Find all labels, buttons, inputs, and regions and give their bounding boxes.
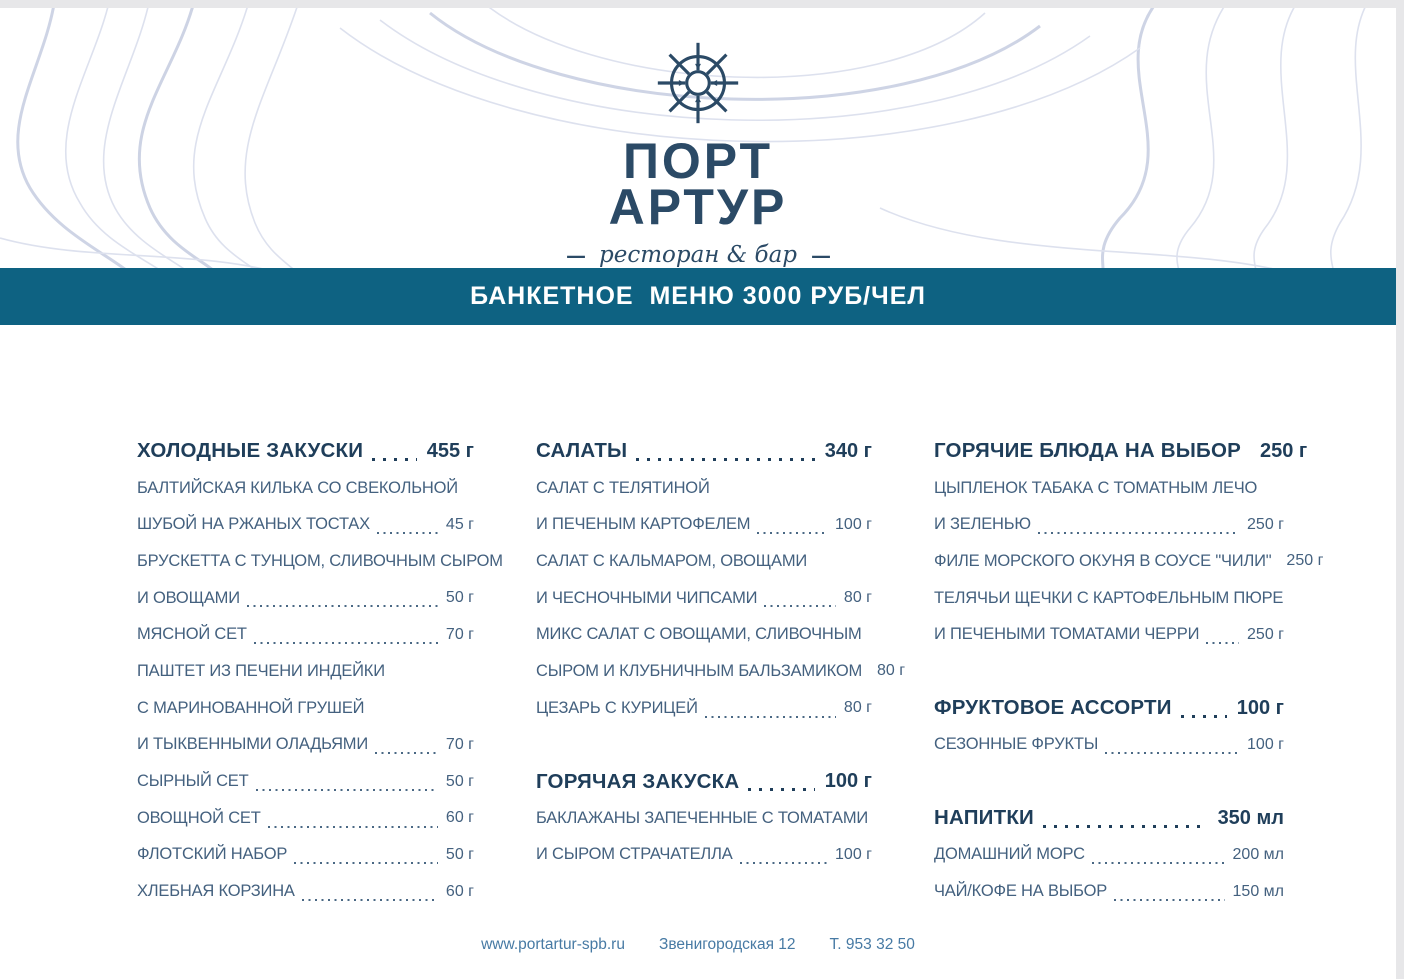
item-name: САЛАТ С ТЕЛЯТИНОЙ [536,478,710,497]
dotted-leader [757,532,827,534]
item-weight: 60 г [445,882,474,900]
dotted-leader [372,458,417,461]
item-name: И ПЕЧЕНЫМ КАРТОФЕЛЕМ [536,515,751,534]
dotted-leader [1206,642,1239,644]
menu-item-row [536,690,872,727]
logo-subtitle [566,242,830,268]
menu-item-row [536,837,872,874]
logo-title-line2: АРТУР [608,179,788,235]
dotted-leader [254,642,438,644]
menu-item-row [137,580,474,617]
dotted-leader [302,899,438,901]
dotted-leader [1114,899,1224,901]
item-weight: 50 г [445,845,474,863]
section-header-row [934,433,1308,470]
menu-item-row [137,470,474,507]
item-name: И СЫРОМ СТРАЧАТЕЛЛА [536,845,733,864]
item-name: БАЛТИЙСКАЯ КИЛЬКА СО СВЕКОЛЬНОЙ [137,478,458,497]
section-weight: 100 г [1236,696,1284,719]
footer-contacts [0,936,1396,954]
item-weight: 250 г [1286,552,1324,570]
dotted-leader [1043,825,1208,828]
item-name: СЫРНЫЙ СЕТ [137,772,249,791]
item-name: СЕЗОННЫЕ ФРУКТЫ [934,735,1099,754]
menu-item-row [137,763,474,800]
item-name: ФЛОТСКИЙ НАБОР [137,845,288,864]
item-name: БРУСКЕТТА С ТУНЦОМ, СЛИВОЧНЫМ СЫРОМ [137,551,503,570]
item-weight: 100 г [1247,735,1284,753]
section-header-row [536,433,872,470]
section-weight: 250 г [1259,439,1308,462]
menu-item-row [536,543,872,580]
menu-item-row [934,873,1284,910]
menu-item-row [536,800,872,837]
menu-item-row [137,653,474,690]
menu-columns [0,433,1396,910]
menu-section [934,800,1284,910]
section-weight: 100 г [824,770,872,793]
item-name: ЧАЙ/КОФЕ НА ВЫБОР [934,882,1108,901]
menu-item-row [934,580,1284,617]
section-title: ГОРЯЧИЕ БЛЮДА НА ВЫБОР [934,439,1241,463]
banquet-banner [0,268,1396,325]
ship-wheel-icon [648,34,748,132]
menu-page [0,8,1396,979]
item-name: МЯСНОЙ СЕТ [137,625,247,644]
subtitle-dash-right: — [811,243,831,267]
subtitle-dash-left: — [565,243,585,267]
item-name: И ЧЕСНОЧНЫМИ ЧИПСАМИ [536,588,758,607]
menu-item-row [137,506,474,543]
footer-website: www.portartur-spb.ru [481,936,625,953]
dotted-leader [256,789,438,791]
dotted-leader [1092,862,1225,864]
item-name: ХЛЕБНАЯ КОРЗИНА [137,882,295,901]
menu-item-row [934,616,1284,653]
item-weight: 50 г [445,772,474,790]
menu-item-row [137,800,474,837]
item-weight: 45 г [445,515,474,533]
item-name: И ЗЕЛЕНЬЮ [934,515,1031,534]
footer-address: Звенигородская 12 [658,936,796,953]
section-title: ГОРЯЧАЯ ЗАКУСКА [536,769,740,793]
menu-section [536,433,906,727]
item-name: ОВОЩНОЙ СЕТ [137,808,261,827]
logo-title [608,133,788,235]
item-weight: 250 г [1247,625,1284,643]
dotted-leader [636,458,814,461]
item-weight: 80 г [843,589,872,607]
menu-item-row [934,506,1284,543]
item-weight: 50 г [445,589,474,607]
item-name: ДОМАШНИЙ МОРС [934,845,1085,864]
dotted-leader [247,605,438,607]
menu-item-row [137,727,474,764]
section-title: ФРУКТОВОЕ АССОРТИ [934,696,1172,720]
item-name: БАКЛАЖАНЫ ЗАПЕЧЕННЫЕ С ТОМАТАМИ [536,808,869,827]
menu-item-row [536,653,906,690]
item-weight: 80 г [843,699,872,717]
item-weight: 70 г [445,735,474,753]
item-name: И ОВОЩАМИ [137,588,240,607]
logo-title-line1: ПОРТ [622,133,774,189]
section-header-row [536,763,872,800]
dotted-leader [375,752,438,754]
footer-phone: Т. 953 32 50 [829,936,915,953]
menu-item-row [137,690,474,727]
item-name: И ТЫКВЕННЫМИ ОЛАДЬЯМИ [137,735,368,754]
dotted-leader [1038,532,1239,534]
menu-item-row [536,580,872,617]
restaurant-logo [0,8,1396,268]
menu-item-row [536,470,872,507]
dotted-leader [1181,715,1227,718]
section-header-row [137,433,474,470]
section-title: ХОЛОДНЫЕ ЗАКУСКИ [137,439,364,463]
item-name: ТЕЛЯЧЬИ ЩЕЧКИ С КАРТОФЕЛЬНЫМ ПЮРЕ [934,588,1284,607]
dotted-leader [268,826,438,828]
item-name: МИКС САЛАТ С ОВОЩАМИ, СЛИВОЧНЫМ [536,625,862,644]
subtitle-text: ресторан & бар [598,242,798,268]
dotted-leader [764,605,836,607]
menu-item-row [536,506,872,543]
item-name: С МАРИНОВАННОЙ ГРУШЕЙ [137,698,365,717]
menu-section [934,433,1324,653]
item-name: ЦЫПЛЕНОК ТАБАКА С ТОМАТНЫМ ЛЕЧО [934,478,1258,497]
section-title: НАПИТКИ [934,806,1034,830]
dotted-leader [740,862,828,864]
section-weight: 350 мл [1217,806,1284,829]
menu-column [934,433,1324,910]
item-name: САЛАТ С КАЛЬМАРОМ, ОВОЩАМИ [536,551,808,570]
dotted-leader [705,716,836,718]
item-name: ЦЕЗАРЬ С КУРИЦЕЙ [536,698,698,717]
menu-item-row [934,543,1324,580]
menu-column [536,433,906,910]
item-weight: 80 г [877,662,906,680]
menu-item-row [137,873,474,910]
dotted-leader [294,862,438,864]
section-header-row [934,800,1284,837]
menu-section [934,690,1284,763]
item-name: СЫРОМ И КЛУБНИЧНЫМ БАЛЬЗАМИКОМ [536,661,863,680]
item-weight: 250 г [1247,515,1284,533]
section-weight: 340 г [824,439,872,462]
item-weight: 60 г [445,809,474,827]
item-weight: 100 г [835,515,872,533]
item-name: ПАШТЕТ ИЗ ПЕЧЕНИ ИНДЕЙКИ [137,661,385,680]
item-name: ФИЛЕ МОРСКОГО ОКУНЯ В СОУСЕ "ЧИЛИ" [934,551,1272,570]
dotted-leader [377,532,438,534]
item-weight: 200 мл [1232,845,1284,863]
menu-item-row [137,543,503,580]
section-title: САЛАТЫ [536,439,628,463]
menu-item-row [934,837,1284,874]
item-weight: 70 г [445,625,474,643]
menu-item-row [137,837,474,874]
item-weight: 150 мл [1232,882,1284,900]
section-weight: 455 г [426,439,474,462]
section-header-row [934,690,1284,727]
menu-section [536,763,872,873]
menu-item-row [137,616,474,653]
dotted-leader [748,788,814,791]
menu-item-row [536,616,872,653]
menu-column [137,433,503,910]
menu-section [137,433,503,910]
banner-title: БАНКЕТНОЕ МЕНЮ 3000 РУБ/ЧЕЛ [470,282,926,310]
item-name: ШУБОЙ НА РЖАНЫХ ТОСТАХ [137,515,370,534]
header-area [0,8,1396,268]
dotted-leader [1105,752,1239,754]
item-weight: 100 г [835,845,872,863]
item-name: И ПЕЧЕНЫМИ ТОМАТАМИ ЧЕРРИ [934,625,1200,644]
menu-item-row [934,727,1284,764]
menu-item-row [934,470,1284,507]
